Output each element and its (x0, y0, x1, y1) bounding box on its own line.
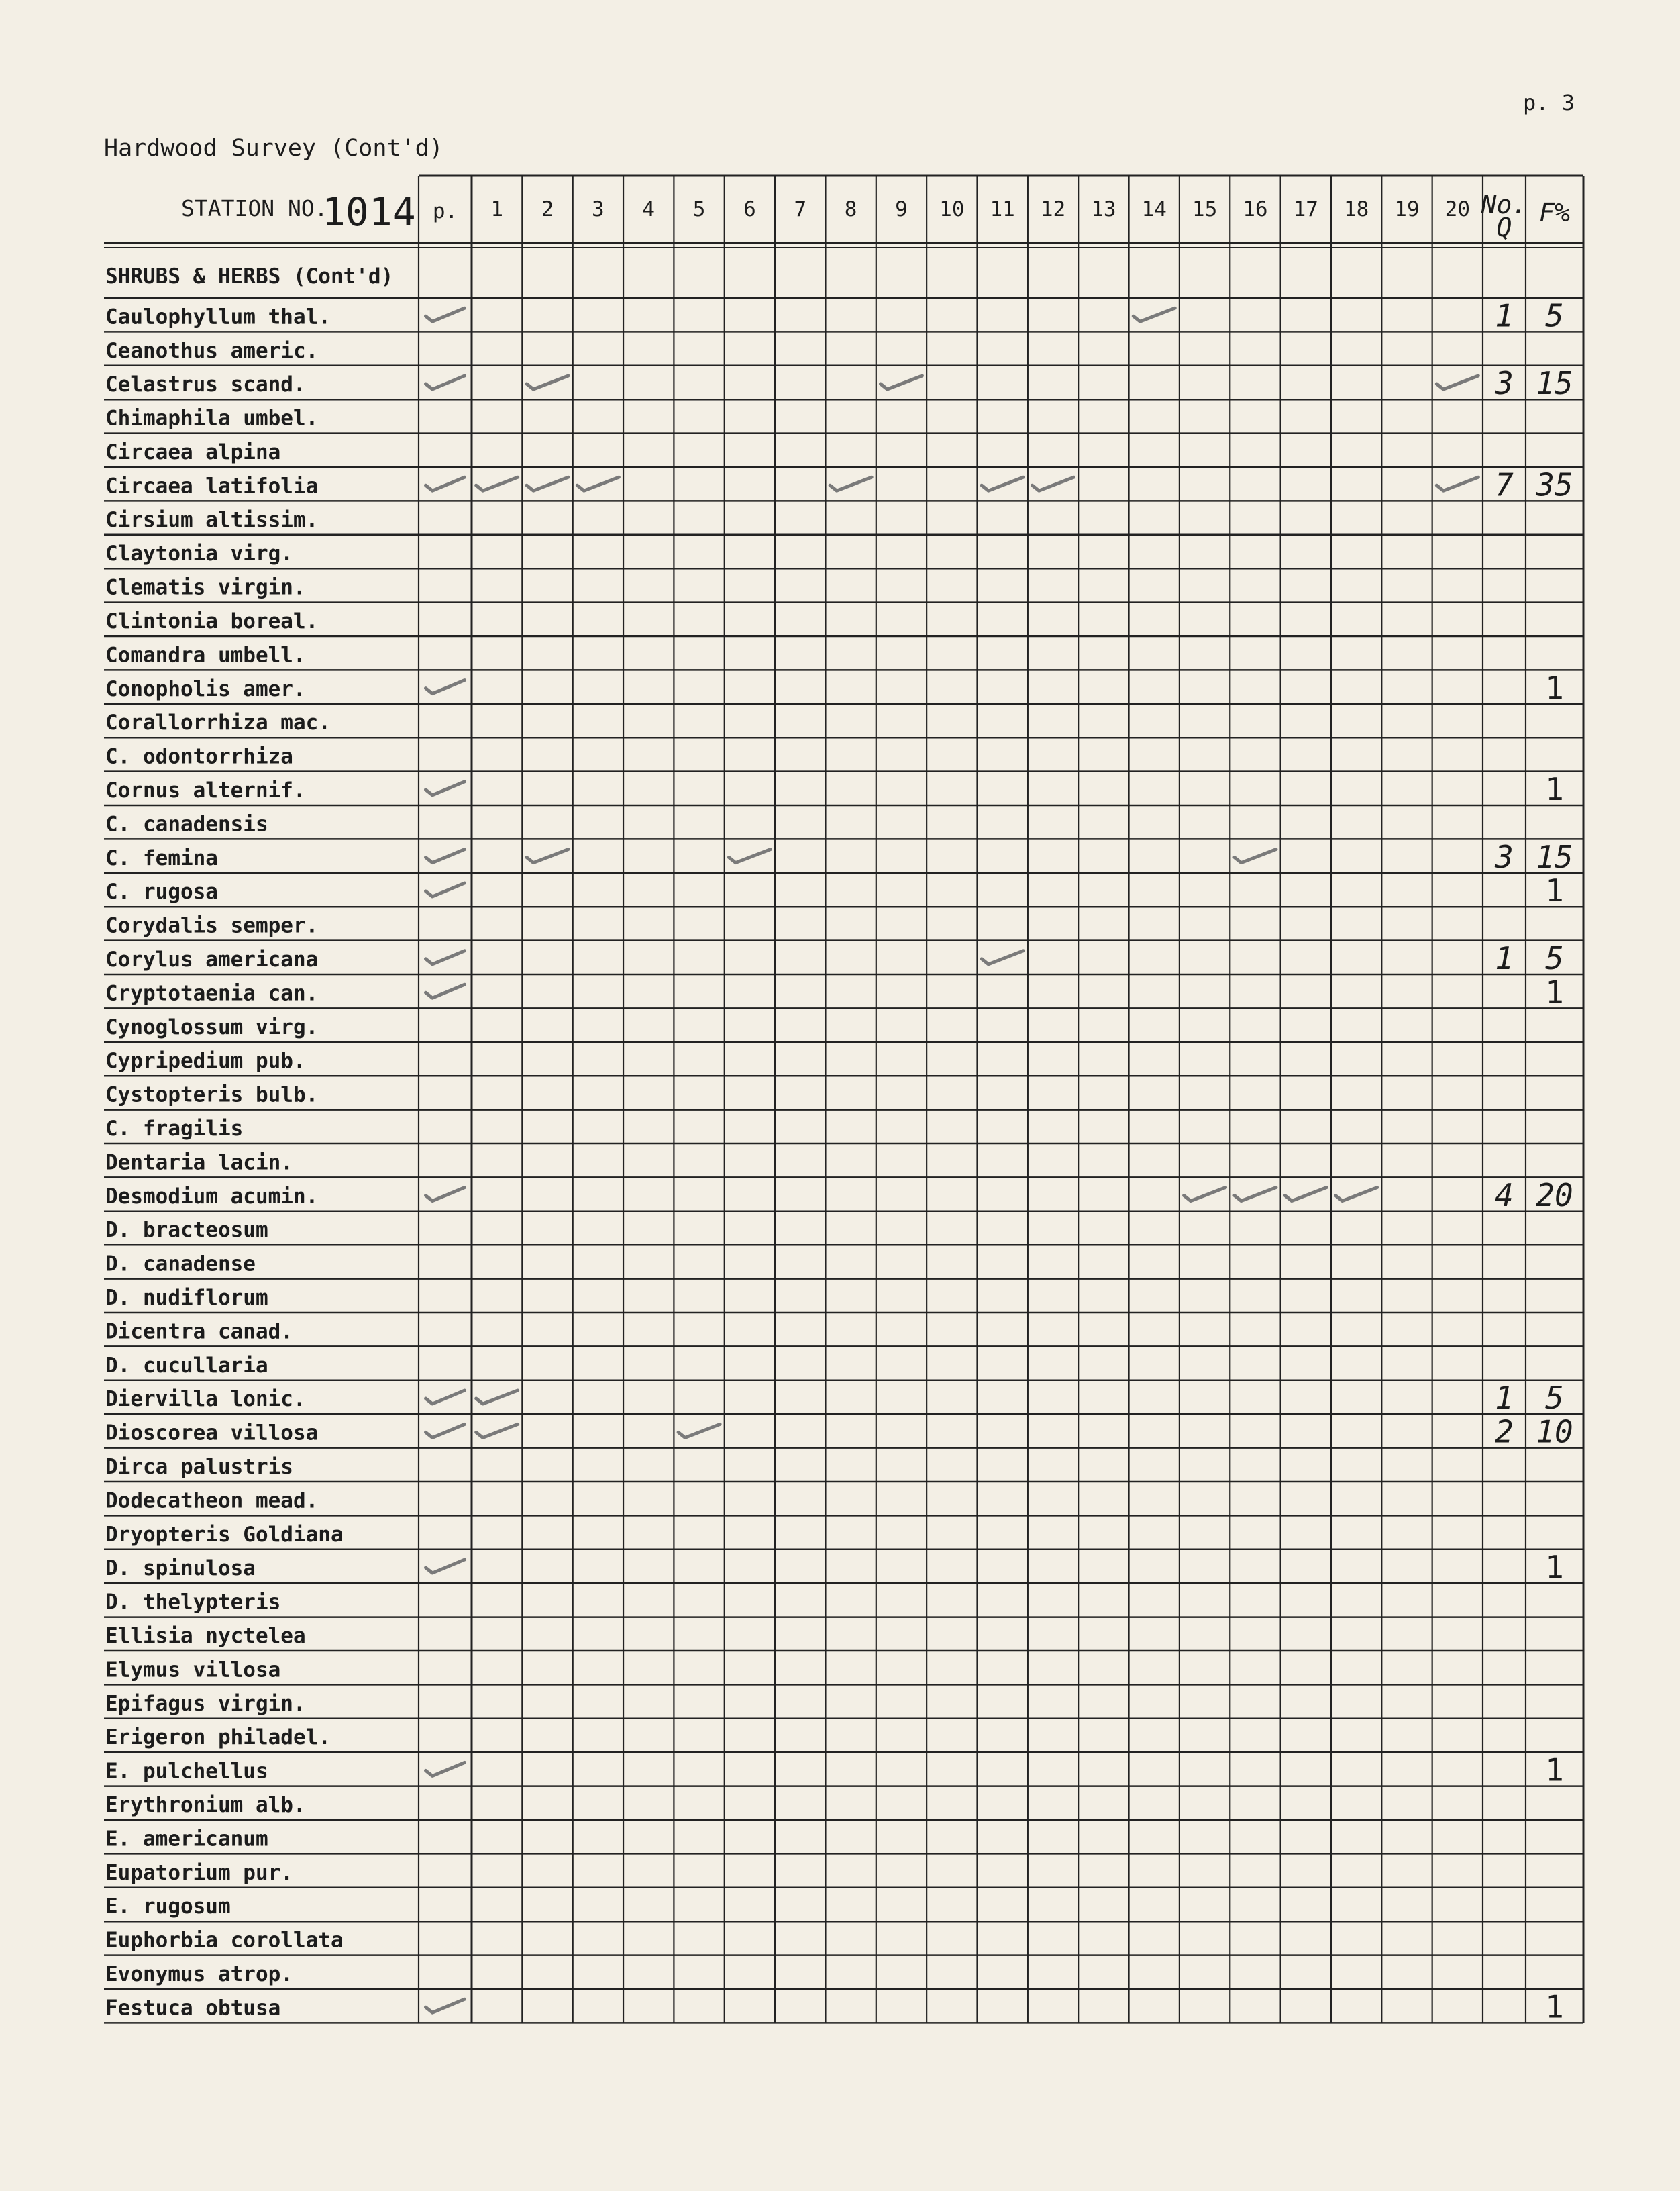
species-name: D. spinulosa (105, 1556, 256, 1581)
species-name: D. bracteosum (105, 1218, 268, 1243)
frequency-percent: 5 (1545, 1380, 1564, 1417)
header-quadrat: 20 (1445, 197, 1470, 221)
species-name: Celastrus scand. (105, 372, 306, 397)
species-name: Cystopteris bulb. (105, 1082, 319, 1107)
header-no-q-sub: Q (1496, 213, 1512, 242)
species-name: Erigeron philadel. (105, 1725, 331, 1750)
species-name: E. rugosum (105, 1894, 231, 1919)
header-quadrat: 2 (541, 197, 554, 221)
header-quadrat: 8 (844, 197, 857, 221)
station-label: STATION NO. (181, 195, 328, 221)
quadrat-check (1336, 1188, 1377, 1201)
quadrat-check (678, 1424, 720, 1437)
species-name: Clematis virgin. (105, 575, 306, 600)
presence-check (426, 1424, 465, 1437)
quadrat-check (1436, 376, 1478, 389)
frequency-percent: 1 (1545, 872, 1564, 909)
species-name: C. canadensis (105, 812, 268, 837)
species-name: C. odontorrhiza (105, 744, 293, 769)
frequency-percent: 5 (1545, 297, 1564, 334)
species-name: Desmodium acumin. (105, 1184, 319, 1209)
quadrat-count: 2 (1495, 1413, 1514, 1450)
presence-check (426, 477, 465, 491)
quadrat-check (982, 477, 1023, 491)
species-name: Ellisia nyctelea (105, 1624, 306, 1648)
quadrat-check (982, 951, 1023, 964)
quadrat-check (476, 477, 518, 491)
species-name: D. canadense (105, 1252, 256, 1276)
header-quadrat: 3 (592, 197, 605, 221)
quadrat-check (1184, 1188, 1226, 1201)
quadrat-check (1235, 850, 1276, 863)
species-name: E. pulchellus (105, 1759, 268, 1784)
species-name: Clintonia boreal. (105, 609, 319, 633)
section-label: SHRUBS & HERBS (Cont'd) (105, 264, 394, 289)
species-name: D. cucullaria (105, 1353, 268, 1378)
species-name: Dodecatheon mead. (105, 1488, 319, 1513)
header-quadrat: 13 (1091, 197, 1116, 221)
quadrat-check (1285, 1188, 1326, 1201)
frequency-percent: 15 (1536, 365, 1573, 402)
species-name: Diervilla lonic. (105, 1387, 306, 1412)
quadrat-check (880, 376, 922, 389)
presence-check (426, 782, 465, 795)
quadrat-check (729, 850, 770, 863)
header-quadrat: 1 (490, 197, 504, 221)
header-quadrat: 5 (692, 197, 706, 221)
species-name: Dioscorea villosa (105, 1421, 319, 1445)
header-quadrat: 11 (990, 197, 1015, 221)
presence-check (426, 883, 465, 897)
species-name: Evonymus atrop. (105, 1962, 293, 1986)
quadrat-check (830, 477, 872, 491)
quadrat-count: 4 (1495, 1176, 1514, 1213)
species-name: E. americanum (105, 1827, 268, 1851)
species-name: Cryptotaenia can. (105, 981, 319, 1006)
frequency-percent: 1 (1545, 1988, 1564, 2025)
frequency-percent: 15 (1536, 838, 1573, 875)
quadrat-check (1235, 1188, 1276, 1201)
header-quadrat: 6 (743, 197, 756, 221)
presence-check (426, 850, 465, 863)
frequency-percent: 10 (1536, 1413, 1573, 1450)
presence-check (426, 680, 465, 694)
quadrat-check (1033, 477, 1074, 491)
header-quadrat: 17 (1293, 197, 1318, 221)
species-name: C. fragilis (105, 1117, 244, 1141)
form-title: Hardwood Survey (Cont'd) (104, 135, 443, 162)
header-quadrat: 19 (1394, 197, 1420, 221)
quadrat-count: 3 (1495, 365, 1514, 402)
quadrat-check (1436, 477, 1478, 491)
quadrat-check (476, 1424, 518, 1437)
species-name: Ceanothus americ. (105, 338, 319, 363)
header-quadrat: 7 (794, 197, 807, 221)
species-name: Euphorbia corollata (105, 1928, 344, 1953)
frequency-percent: 35 (1536, 466, 1573, 503)
species-name: Dentaria lacin. (105, 1150, 293, 1175)
quadrat-count: 1 (1495, 297, 1514, 334)
header-quadrat: 12 (1040, 197, 1066, 221)
frequency-percent: 5 (1545, 940, 1564, 976)
species-name: Claytonia virg. (105, 542, 293, 566)
presence-check (426, 308, 465, 321)
frequency-percent: 20 (1536, 1176, 1573, 1213)
species-name: Circaea latifolia (105, 474, 319, 499)
quadrat-count: 7 (1495, 466, 1514, 503)
species-name: C. rugosa (105, 880, 218, 905)
quadrat-check (476, 1390, 518, 1404)
quadrat-check (577, 477, 619, 491)
header-quadrat: 14 (1141, 197, 1167, 221)
presence-check (426, 1762, 465, 1776)
species-name: Comandra umbell. (105, 643, 306, 668)
quadrat-check (527, 850, 568, 863)
header-quadrat: 16 (1243, 197, 1268, 221)
species-name: Epifagus virgin. (105, 1691, 306, 1716)
species-name: Erythronium alb. (105, 1793, 306, 1817)
page-number: p. 3 (1523, 90, 1575, 115)
presence-check (426, 1560, 465, 1573)
species-name: Dicentra canad. (105, 1319, 293, 1344)
station-number: 1014 (322, 189, 416, 235)
species-name: Elymus villosa (105, 1658, 281, 1682)
presence-check (426, 1999, 465, 2012)
frequency-percent: 1 (1545, 974, 1564, 1011)
header-quadrat: 9 (895, 197, 908, 221)
header-f-percent: F% (1539, 198, 1570, 227)
species-name: Conopholis amer. (105, 676, 306, 701)
presence-check (426, 1390, 465, 1404)
quadrat-check (527, 376, 568, 389)
presence-check (426, 984, 465, 998)
species-name: Chimaphila umbel. (105, 406, 319, 431)
header-quadrat: 4 (642, 197, 655, 221)
species-name: D. thelypteris (105, 1590, 281, 1615)
species-name: Corallorrhiza mac. (105, 711, 331, 735)
species-name: Dryopteris Goldiana (105, 1522, 344, 1547)
species-name: Circaea alpina (105, 440, 281, 464)
presence-check (426, 1188, 465, 1201)
frequency-percent: 1 (1545, 1549, 1564, 1586)
species-name: Cynoglossum virg. (105, 1015, 319, 1039)
presence-check (426, 376, 465, 389)
header-quadrat: 15 (1192, 197, 1218, 221)
quadrat-check (1133, 308, 1175, 321)
species-name: D. nudiflorum (105, 1286, 268, 1310)
quadrat-count: 3 (1495, 838, 1514, 875)
species-name: C. femina (105, 846, 218, 870)
header-quadrat: 10 (939, 197, 965, 221)
species-name: Caulophyllum thal. (105, 305, 331, 329)
quadrat-check (527, 477, 568, 491)
frequency-percent: 1 (1545, 771, 1564, 807)
species-name: Cirsium altissim. (105, 507, 319, 532)
quadrat-count: 1 (1495, 1380, 1514, 1417)
species-name: Cornus alternif. (105, 778, 306, 803)
species-name: Corydalis semper. (105, 913, 319, 938)
quadrat-count: 1 (1495, 940, 1514, 976)
species-name: Festuca obtusa (105, 1996, 281, 2021)
header-p: p. (432, 199, 458, 223)
species-name: Corylus americana (105, 948, 319, 972)
header-quadrat: 18 (1343, 197, 1369, 221)
frequency-percent: 1 (1545, 1751, 1564, 1788)
species-name: Eupatorium pur. (105, 1860, 293, 1885)
species-name: Cypripedium pub. (105, 1049, 306, 1074)
presence-check (426, 951, 465, 964)
species-name: Dirca palustris (105, 1455, 293, 1479)
header-no-q: No. (1481, 190, 1528, 219)
frequency-percent: 1 (1545, 669, 1564, 706)
